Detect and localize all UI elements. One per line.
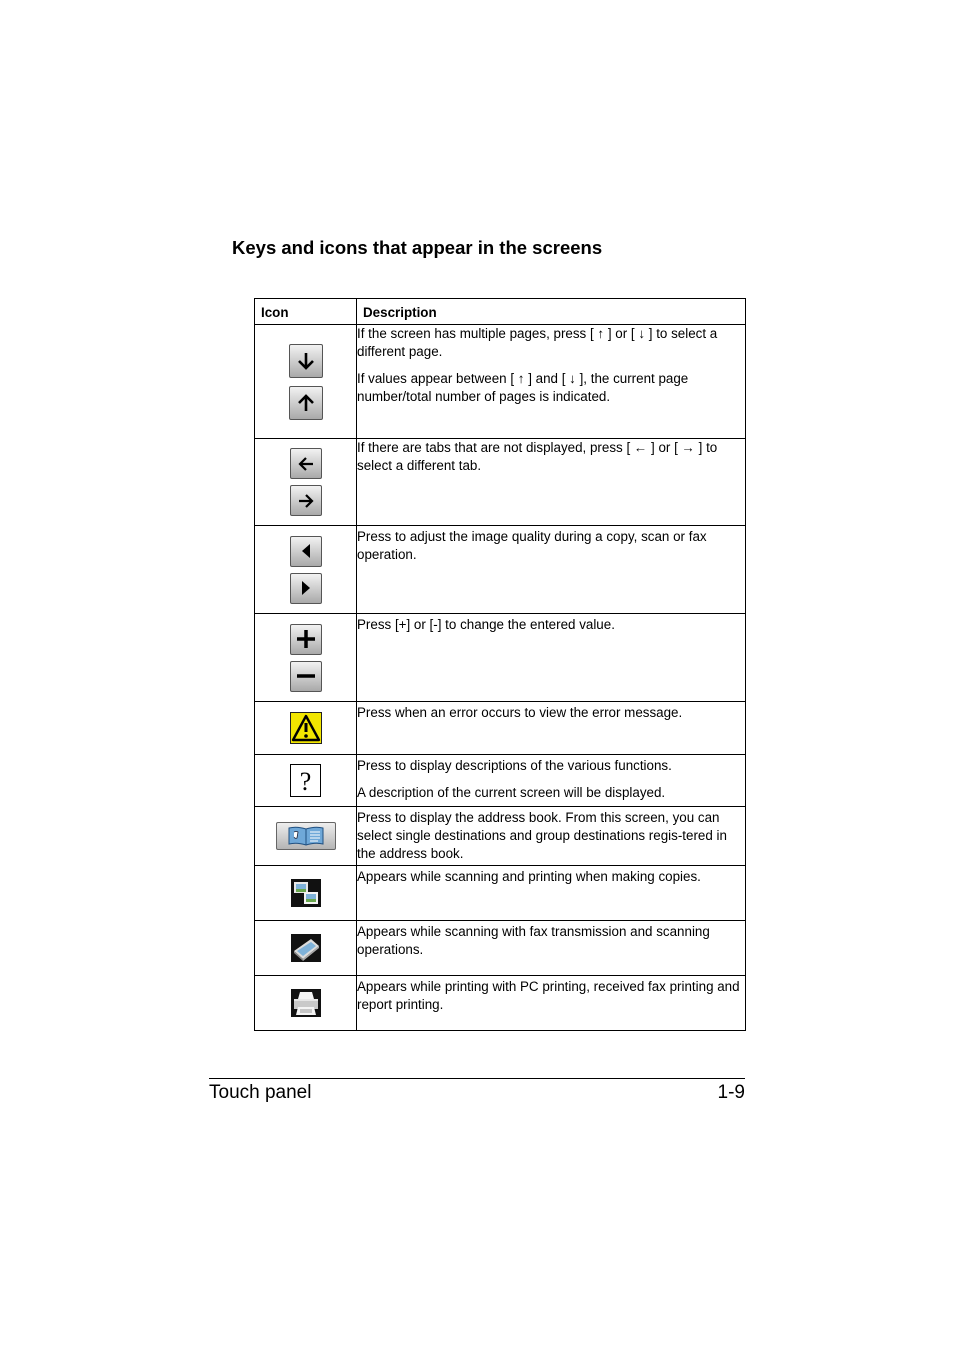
description-cell [357, 807, 746, 866]
minus-key-icon [290, 661, 322, 692]
description-cell [357, 614, 746, 702]
description-text: Press to adjust the image quality during a copy, scan or fax operation. [357, 529, 707, 562]
print-job-icon [291, 989, 321, 1017]
icon-cell [255, 866, 357, 921]
scan-job-icon [291, 934, 321, 962]
description-text: Press [+] or [-] to change the entered value. [357, 617, 615, 632]
description-text: Appears while scanning with fax transmission and scanning operations. [357, 924, 710, 957]
section-heading: Keys and icons that appear in the screens [232, 237, 603, 258]
table-row [255, 755, 746, 807]
table-row [255, 614, 746, 702]
description-text: If the screen has multiple pages, press [ ↑ ] or [ ↓ ] to select a different page. [357, 326, 718, 359]
icon-cell [255, 702, 357, 755]
description-cell [357, 976, 746, 1031]
table-row [255, 325, 746, 439]
icon-cell [255, 439, 357, 526]
description-cell [357, 526, 746, 614]
table-row [255, 866, 746, 921]
left-arrow-key-icon [290, 448, 322, 479]
description-cell [357, 439, 746, 526]
address-book-icon [276, 822, 336, 850]
table-row [255, 807, 746, 866]
keys-icons-table [254, 298, 746, 1031]
description-text: A description of the current screen will be displayed. [357, 785, 666, 800]
icon-cell [255, 807, 357, 866]
icon-cell [255, 325, 357, 439]
table-row [255, 526, 746, 614]
footer-section-title: Touch panel [209, 1082, 312, 1103]
description-text: Press to display the address book. From this screen, you can select single destinations and group destinations regis-tered in the address book. [357, 810, 727, 861]
icon-column-header: Icon [255, 299, 357, 325]
triangle-left-key-icon [290, 536, 322, 567]
description-text: Appears while printing with PC printing, received fax printing and report printing. [357, 979, 740, 1012]
description-text: Press when an error occurs to view the error message. [357, 705, 683, 720]
help-question-icon [290, 764, 321, 797]
triangle-right-key-icon [290, 573, 322, 604]
description-cell [357, 866, 746, 921]
plus-key-icon [290, 624, 322, 655]
icon-cell [255, 976, 357, 1031]
description-cell [357, 921, 746, 976]
table-row [255, 439, 746, 526]
page-number: 1-9 [717, 1082, 745, 1103]
description-cell [357, 755, 746, 807]
table-row [255, 976, 746, 1031]
description-cell [357, 325, 746, 439]
warning-icon [290, 712, 322, 744]
copy-job-icon [291, 879, 321, 907]
down-arrow-key-icon [289, 344, 323, 378]
table-header-row [255, 299, 746, 325]
up-arrow-key-icon [289, 386, 323, 420]
description-column-header: Description [357, 299, 746, 325]
footer-divider [209, 1078, 745, 1079]
description-cell [357, 702, 746, 755]
icon-cell [255, 526, 357, 614]
svg-text:?: ? [299, 767, 312, 796]
description-text: Appears while scanning and printing when making copies. [357, 869, 701, 884]
table-row [255, 702, 746, 755]
description-text: If values appear between [ ↑ ] and [ ↓ ], the current page number/total number of pages is indicated. [357, 371, 689, 404]
icon-cell [255, 755, 357, 807]
table-row [255, 921, 746, 976]
icon-cell [255, 921, 357, 976]
right-arrow-key-icon [290, 485, 322, 516]
description-text: Press to display descriptions of the various functions. [357, 758, 672, 773]
icon-cell [255, 614, 357, 702]
description-text: If there are tabs that are not displayed, press [ ← ] or [ → ] to select a different tab. [357, 440, 718, 473]
